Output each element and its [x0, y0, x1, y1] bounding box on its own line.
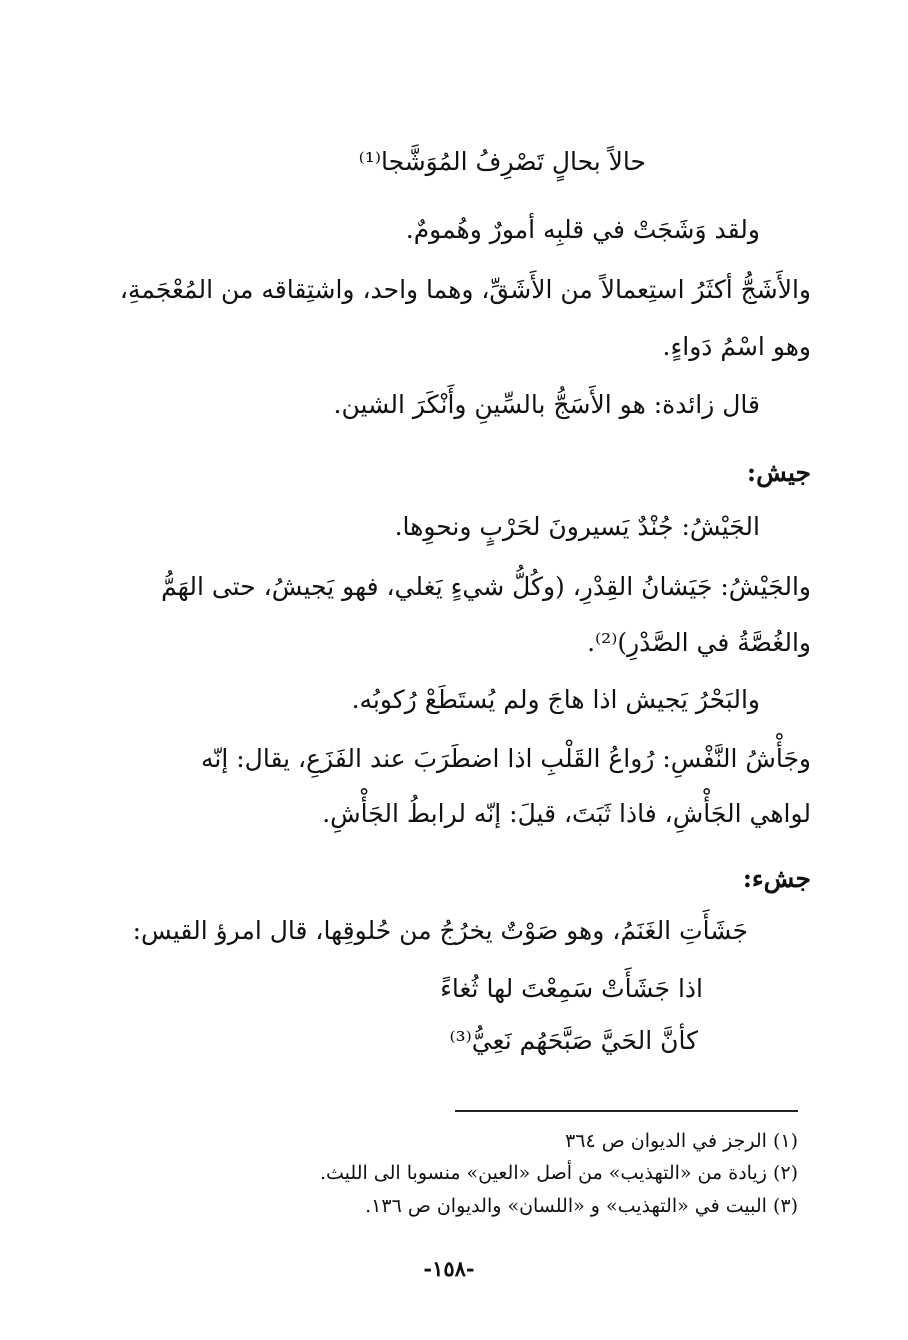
footnote-3: (٣) البيت في «التهذيب» و «اللسان» والديوان ص ١٣٦. — [365, 1195, 798, 1217]
text-line-7: الجَيْشُ: جُنْدٌ يَسيرونَ لحَرْبٍ ونحوِها. — [394, 512, 760, 541]
text-line-8: والجَيْشُ: جَيَشانُ القِدْرِ، (وكُلُّ شيءٍ يَغلي، فهو يَجيشُ، حتى الهَمُّ — [161, 572, 811, 601]
poem-line-1: اذا جَشَأَتْ سَمِعْتَ لها ثُغاءً — [440, 974, 703, 1003]
footnote-2: (٢) زيادة من «التهذيب» من أصل «العين» منسوبا الى الليث. — [319, 1162, 798, 1184]
verse-line-1: حالاً بحالٍ تَصْرِفُ المُوَشَّجا⁽¹⁾ — [358, 147, 646, 176]
text-line-5: قال زائدة: هو الأَسَجُّ بالسِّينِ وأَنْكَرَ الشين. — [333, 390, 760, 419]
text-line-2: ولقد وَشَجَتْ في قلبِه أمورٌ وهُمومٌ. — [405, 215, 760, 244]
page-number: -١٥٨- — [423, 1256, 475, 1281]
text-line-9: والغُصَّةُ في الصَّدْرِ)⁽²⁾. — [587, 628, 811, 657]
text-line-14: جَشَأَتِ الغَنَمُ، وهو صَوْتٌ يخرُجُ من حُلوقِها، قال امرؤ القيس: — [132, 916, 748, 945]
text-line-10: والبَحْرُ يَجيش اذا هاجَ ولم يُستَطَعْ رُكوبُه. — [351, 685, 760, 714]
footnote-1: (١) الرجز في الديوان ص ٣٦٤ — [565, 1130, 798, 1152]
poem-line-2: كأنَّ الحَيَّ صَبَّحَهُم نَعِيُّ⁽³⁾ — [449, 1026, 698, 1055]
entry-heading-jaysh: جيش: — [746, 458, 811, 487]
text-line-12: لواهي الجَأْشِ، فاذا ثَبَتَ، قيلَ: إنّه لرابطُ الجَأْشِ. — [322, 799, 811, 828]
footnote-rule — [455, 1110, 798, 1112]
entry-heading-jash: جشء: — [742, 864, 811, 893]
text-line-3: والأَشَجُّ أكثَرُ استِعمالاً من الأَشَقِّ، وهما واحد، واشتِقاقه من المُعْجَمةِ، — [119, 275, 811, 304]
text-line-4: وهو اسْمُ دَواءٍ. — [662, 332, 811, 361]
text-line-11: وجَأْشُ النَّفْسِ: رُواعُ القَلْبِ اذا اضطَرَبَ عند الفَزَعِ، يقال: إنّه — [201, 744, 811, 773]
